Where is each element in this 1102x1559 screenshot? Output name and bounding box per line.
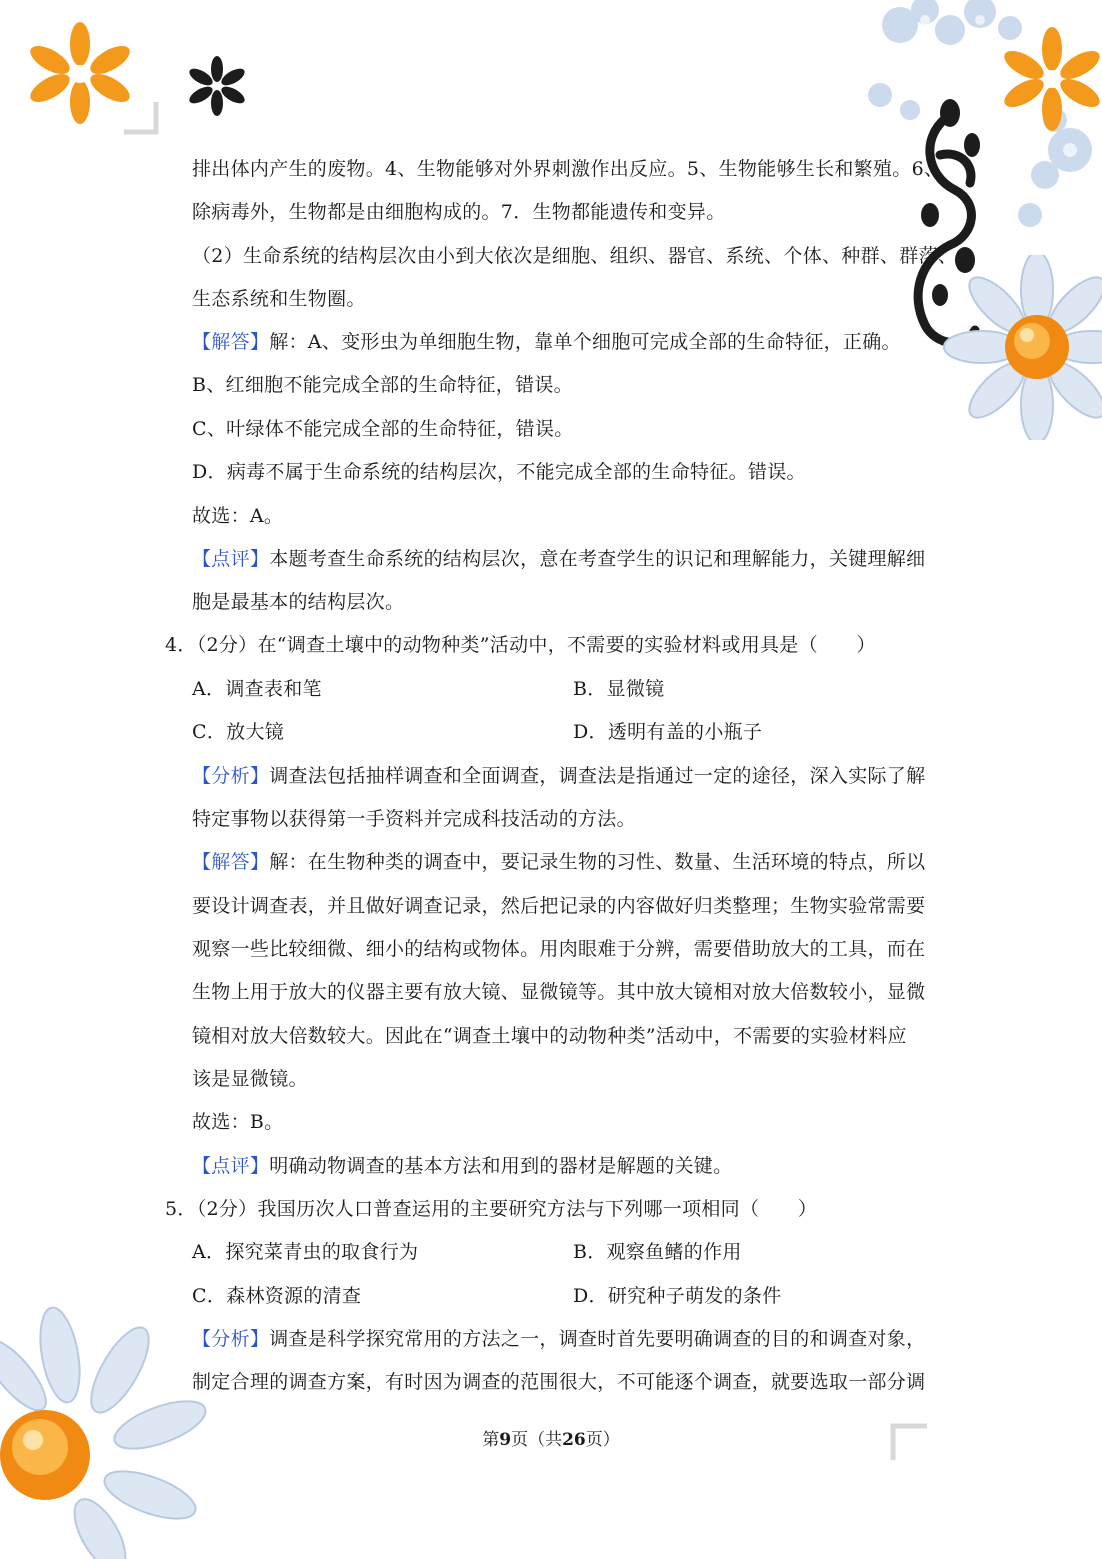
- q4-comment-line-1: [192, 1154, 732, 1178]
- q3-comment-line-2: 胞是最基本的结构层次。: [192, 591, 405, 613]
- q3-answer-line-2: B、红细胞不能完成全部的生命特征，错误。: [192, 374, 573, 396]
- q3-answer-line-1: [192, 330, 901, 354]
- comment-tag: 【点评】: [192, 1155, 270, 1177]
- answer-text: 解：A、变形虫为单细胞生物，靠单个细胞可完成全部的生命特征，正确。: [269, 331, 901, 353]
- q4-answer-line-4: 生物上用于放大的仪器主要有放大镜、显微镜等。其中放大镜相对放大倍数较小，显微: [192, 981, 926, 1003]
- q3-choice: 故选：A。: [192, 505, 284, 527]
- footer-prefix: 第: [482, 1430, 500, 1450]
- footer-middle: 页（共: [511, 1430, 563, 1450]
- total-page-number: 26: [562, 1430, 586, 1450]
- q4-answer-line-3: 观察一些比较细微、细小的结构或物体。用肉眼难于分辨，需要借助放大的工具，而在: [192, 938, 926, 960]
- analysis-text: 调查是科学探究常用的方法之一，调查时首先要明确调查的目的和调查对象，: [269, 1328, 926, 1350]
- q5-option-c: C．森林资源的清查: [192, 1285, 362, 1307]
- q3-answer-line-4: D．病毒不属于生命系统的结构层次，不能完成全部的生命特征。错误。: [192, 461, 806, 483]
- q5-analysis-line-1: [192, 1327, 925, 1351]
- q4-choice: 故选：B。: [192, 1111, 284, 1133]
- q5-option-a: A．探究菜青虫的取食行为: [192, 1241, 419, 1263]
- intro-line-2: 除病毒外，生物都是由细胞构成的。7．生物都能遗传和变异。: [192, 201, 726, 223]
- q5-option-b: B．观察鱼鳍的作用: [573, 1241, 742, 1263]
- analysis-tag: 【分析】: [192, 765, 270, 787]
- footer-suffix: 页）: [585, 1430, 620, 1450]
- q4-answer-line-5: 镜相对放大倍数较大。因此在“调查土壤中的动物种类”活动中，不需要的实验材料应: [192, 1025, 907, 1047]
- q3-comment-line-1: [192, 547, 925, 571]
- q4-option-c: C．放大镜: [192, 721, 285, 743]
- q4-analysis-line-2: 特定事物以获得第一手资料并完成科技活动的方法。: [192, 808, 636, 830]
- q4-analysis-line-1: [192, 764, 925, 788]
- q3-answer-line-3: C、叶绿体不能完成全部的生命特征，错误。: [192, 418, 574, 440]
- q4-answer-line-2: 要设计调查表，并且做好调查记录，然后把记录的内容做好归类整理；生物实验常需要: [192, 895, 926, 917]
- comment-text: 本题考查生命系统的结构层次，意在考查学生的识记和理解能力，关键理解细: [269, 548, 926, 570]
- q4-option-b: B．显微镜: [573, 678, 665, 700]
- analysis-text: 调查法包括抽样调查和全面调查，调查法是指通过一定的途径，深入实际了解: [269, 765, 926, 787]
- intro-line-3: （2）生命系统的结构层次由小到大依次是细胞、组织、器官、系统、个体、种群、群落、: [192, 245, 958, 267]
- intro-line-4: 生态系统和生物圈。: [192, 288, 366, 310]
- q4-option-a: A．调查表和笔: [192, 678, 322, 700]
- answer-tag: 【解答】: [192, 331, 270, 353]
- comment-text: 明确动物调查的基本方法和用到的器材是解题的关键。: [269, 1155, 733, 1177]
- answer-tag: 【解答】: [192, 851, 270, 873]
- analysis-tag: 【分析】: [192, 1328, 270, 1350]
- q4-stem: 4．（2分）在“调查土壤中的动物种类”活动中，不需要的实验材料或用具是（ ）: [165, 634, 876, 656]
- q5-stem: 5．（2分）我国历次人口普查运用的主要研究方法与下列哪一项相同（ ）: [165, 1198, 818, 1220]
- q4-answer-line-1: [192, 850, 925, 874]
- comment-tag: 【点评】: [192, 548, 270, 570]
- q4-answer-line-6: 该是显微镜。: [192, 1068, 308, 1090]
- q4-option-d: D．透明有盖的小瓶子: [573, 721, 763, 743]
- intro-line-1: 排出体内产生的废物。4、生物能够对外界刺激作出反应。5、生物能够生长和繁殖。6、: [192, 158, 944, 180]
- answer-text: 解：在生物种类的调查中，要记录生物的习性、数量、生活环境的特点，所以: [269, 851, 926, 873]
- current-page-number: 9: [499, 1430, 512, 1450]
- page-footer: [0, 1425, 1102, 1450]
- q5-option-d: D．研究种子萌发的条件: [573, 1285, 782, 1307]
- q5-analysis-line-2: 制定合理的调查方案，有时因为调查的范围很大，不可能逐个调查，就要选取一部分调: [192, 1371, 926, 1393]
